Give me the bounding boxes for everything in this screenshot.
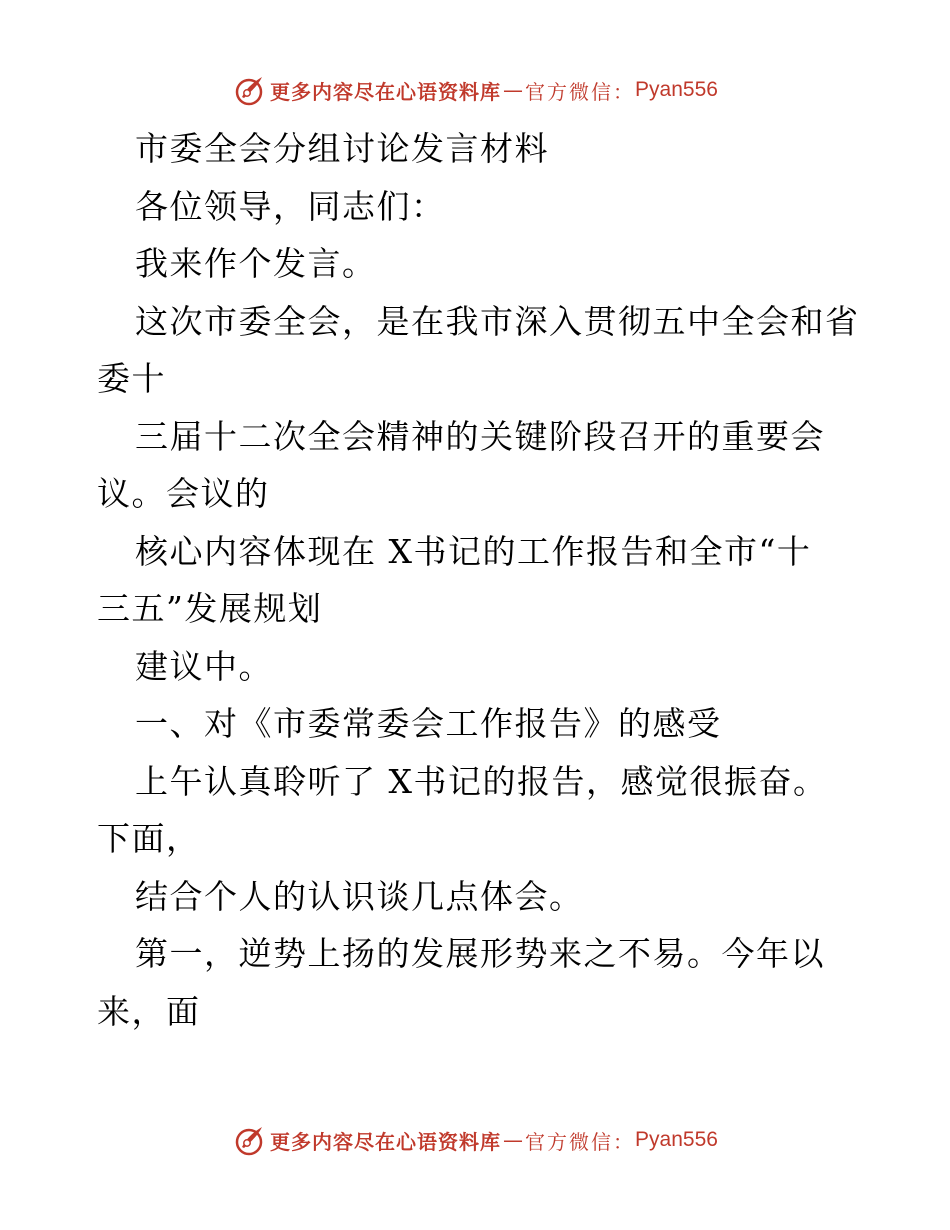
quill-logo-icon <box>232 73 266 107</box>
wechat-id: Pyan556 <box>635 1128 718 1151</box>
footer-banner <box>0 1120 950 1160</box>
paragraph-line: 上午认真聆听了 X书记的报告，感觉很振奋。 <box>135 761 828 801</box>
paragraph-line: 三五”发展规划 <box>97 589 323 628</box>
paragraph-line: 第一，逆势上扬的发展形势来之不易。今年以 <box>135 934 825 973</box>
paragraph-line: 核心内容体现在 X书记的工作报告和全市“十 <box>135 531 812 571</box>
paragraph-line: 来，面 <box>97 991 201 1031</box>
brand-text: 更多内容尽在心语资料库 <box>270 1129 502 1154</box>
brand-text: 更多内容尽在心语资料库 <box>270 79 502 104</box>
brand-separator: — <box>503 1128 524 1152</box>
wechat-id: Pyan556 <box>635 78 718 101</box>
paragraph-line: 建议中。 <box>135 646 273 686</box>
paragraph-line: 委十 <box>97 359 166 398</box>
paragraph-line: 议。会议的 <box>97 474 270 513</box>
paragraph-line: 这次市委全会，是在我市深入贯彻五中全会和省 <box>135 301 860 341</box>
paragraph-line: 各位领导，同志们： <box>135 186 446 226</box>
brand-separator: — <box>503 78 524 102</box>
paragraph-line: 下面， <box>97 819 201 858</box>
document-body <box>97 120 860 1040</box>
paragraph-line: 市委全会分组讨论发言材料 <box>135 129 549 168</box>
paragraph-line: 我来作个发言。 <box>135 244 377 283</box>
paragraph-line: 一、对《市委常委会工作报告》的感受 <box>135 704 722 743</box>
paragraph-line: 三届十二次全会精神的关键阶段召开的重要会 <box>135 416 825 456</box>
wechat-label: 官方微信： <box>525 79 636 104</box>
quill-logo-icon <box>232 1123 266 1157</box>
paragraph-line: 结合个人的认识谈几点体会。 <box>135 876 584 916</box>
wechat-label: 官方微信： <box>525 1129 636 1154</box>
header-banner <box>0 70 950 110</box>
